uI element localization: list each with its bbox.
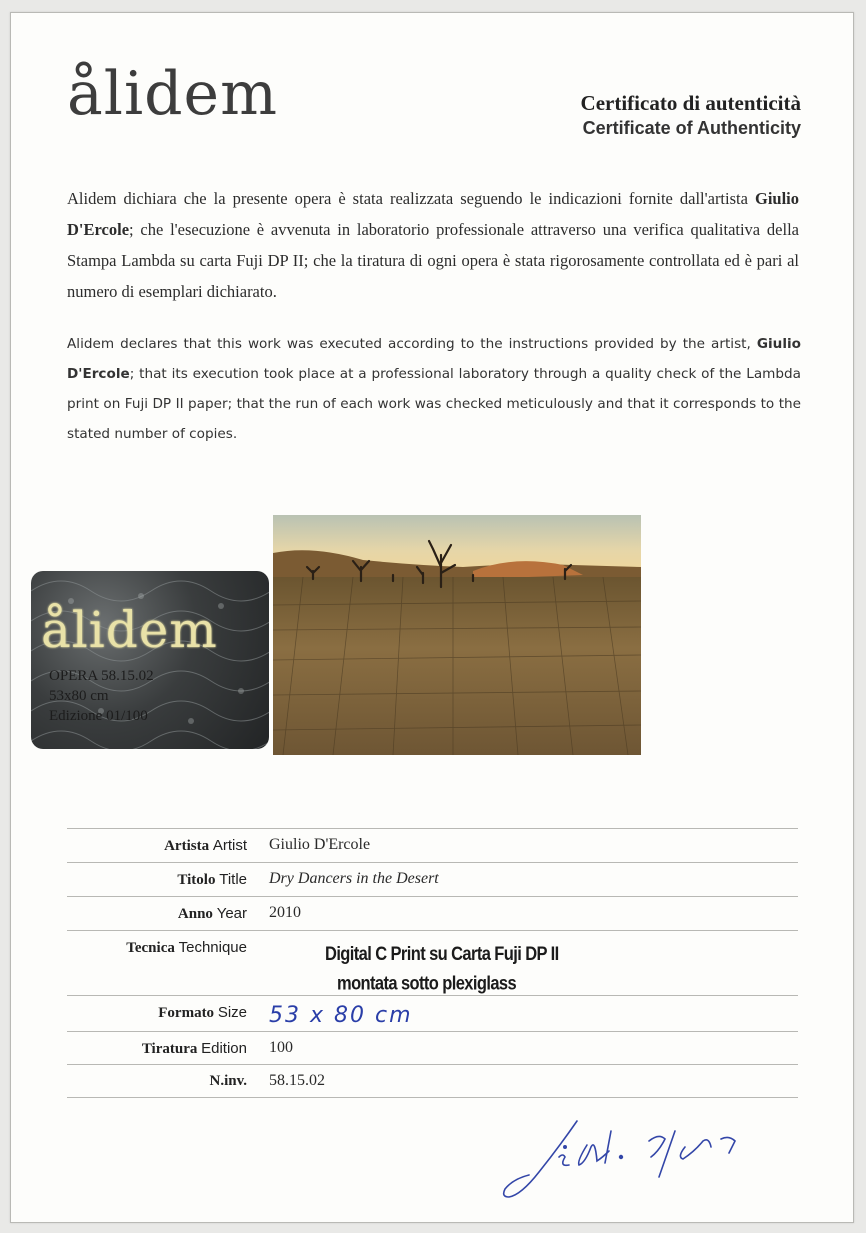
row-edition [67,1031,798,1064]
value-artist: Giulio D'Ercole [269,836,371,853]
label-artist-it: Artista [164,838,210,854]
hologram-seal [31,571,269,749]
declaration-english-intro: Alidem declares that this work was executed according to the instructions provided by the artist, [67,336,751,352]
value-edition: 100 [269,1039,293,1056]
row-year [67,896,798,930]
value-size-handwritten: 53 x 80 cm [269,1003,413,1028]
signature [499,1117,759,1203]
declaration-english-rest: ; that its execution took place at a professional laboratory through a quality check of the Lambda print on Fuji DP II paper; that the run of each work was checked meticulously and that it corresponds to the stated number of copies. [67,366,801,442]
declaration-italian-artist: Giulio D'Ercole [67,189,799,239]
hologram-opera: OPERA 58.15.02 [49,668,154,684]
hologram-edition: Edizione 01/100 [49,708,148,724]
declaration-italian [67,183,799,307]
hologram-size: 53x80 cm [49,688,109,704]
label-edition-en: Edition [201,1040,247,1057]
label-technique-en: Technique [178,939,247,956]
row-size [67,995,798,1031]
label-title-it: Titolo [177,872,216,888]
desert-landscape-image [273,515,641,755]
label-title-en: Title [219,871,247,888]
certificate-title [581,91,801,139]
certificate-title-italian: Certificato di autenticità [580,91,801,115]
hologram-logo: ålidem [41,601,218,659]
label-size-it: Formato [158,1005,215,1021]
value-technique [269,931,559,1005]
technique-line-2: montata sotto plexiglass [337,973,517,995]
declaration-italian-intro: Alidem dichiara che la presente opera è stata realizzata seguendo le indicazioni fornite dall'artista [67,189,748,208]
row-technique [67,930,798,995]
label-size-en: Size [217,1004,247,1021]
declaration-italian-rest: ; che l'esecuzione è avvenuta in laboratorio professionale attraverso una verifica qualitativa della Stampa Lambda su carta Fuji DP II; che la tiratura di ogni opera è stata rigorosamente controllata ed è pari al numero di esemplari dichiarato. [67,220,799,301]
artwork-photo [273,515,641,755]
alidem-logo: ålidem [67,59,278,129]
label-inventory: N.inv. [209,1073,247,1089]
label-edition-it: Tiratura [141,1041,198,1057]
value-year: 2010 [269,904,301,921]
row-artist [67,828,798,862]
hologram-details [49,666,154,726]
label-technique-it: Tecnica [126,940,175,956]
label-year-it: Anno [177,906,213,922]
label-year-en: Year [216,905,247,922]
value-title: Dry Dancers in the Desert [269,870,439,887]
technique-line-1: Digital C Print su Carta Fuji DP II [325,943,559,965]
value-inventory: 58.15.02 [269,1072,325,1089]
artwork-details-table [67,828,798,1098]
label-artist-en: Artist [212,837,247,854]
certificate-sheet [10,12,854,1223]
declaration-english [67,329,801,449]
row-inventory [67,1064,798,1098]
row-title [67,862,798,896]
declaration-english-artist: Giulio D'Ercole [67,336,802,382]
certificate-title-english: Certificate of Authenticity [582,118,801,138]
